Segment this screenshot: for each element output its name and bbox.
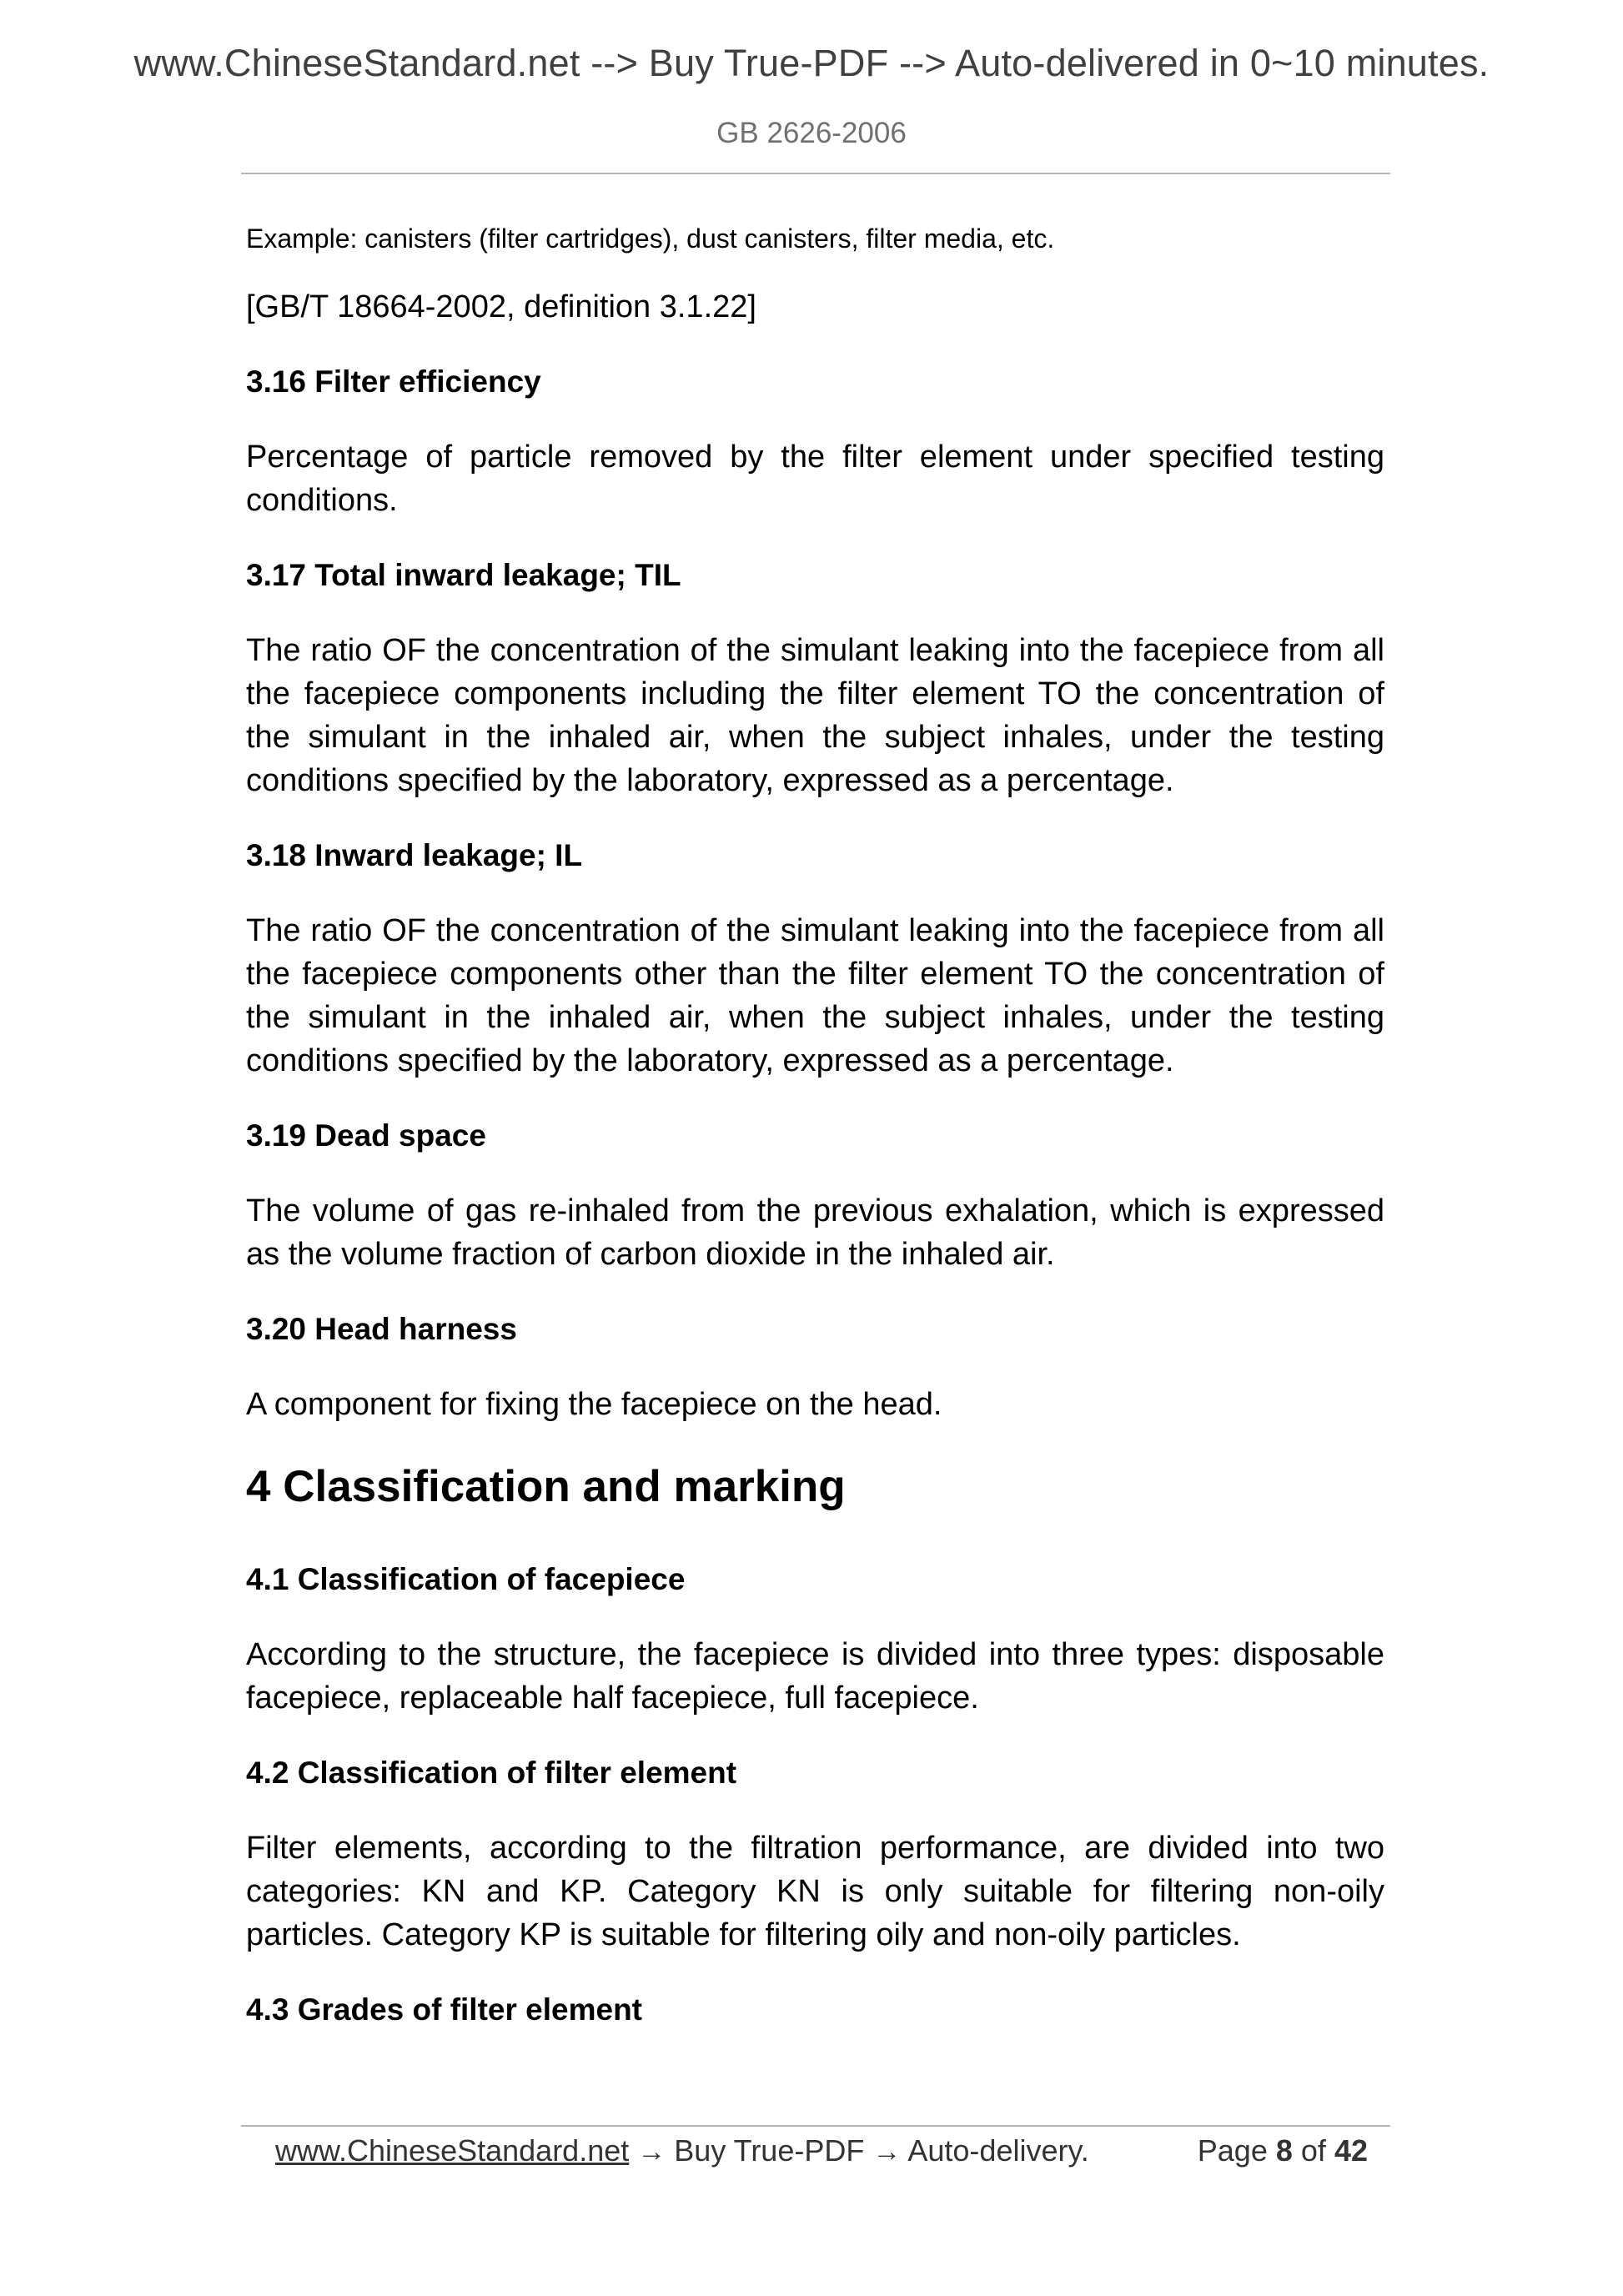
header-banner: www.ChineseStandard.net --> Buy True-PDF --> Auto-delivered in 0~10 minutes. <box>133 42 1490 84</box>
section-3-20-title: 3.20 Head harness <box>246 1312 517 1346</box>
page-footer <box>275 2133 1368 2175</box>
standard-code: GB 2626-2006 <box>716 117 907 149</box>
section-3-19-title: 3.19 Dead space <box>246 1118 486 1153</box>
header-divider <box>241 173 1390 174</box>
page-indicator <box>1198 2133 1368 2168</box>
footer-site-link[interactable]: www.ChineseStandard.net <box>275 2133 630 2168</box>
section-3-16-title: 3.16 Filter efficiency <box>246 364 541 399</box>
section-3-18-text: The ratio OF the concentration of the simulant leaking into the facepiece from all the facepiece components other than the filter element TO the concentration of the simulant in the inhaled air, when the subject inhales, under the testing conditions specified by the laboratory, expressed as a percentage. <box>246 913 1384 1078</box>
section-4-2-text: Filter elements, according to the filtration performance, are divided into two categories: KN and KP. Category KN is only suitable for filtering non-oily particles. Category KP is suitable for filtering oily and non-oily particles. <box>246 1831 1384 1952</box>
reference-citation: [GB/T 18664-2002, definition 3.1.22] <box>246 289 756 324</box>
section-3-18-title: 3.18 Inward leakage; IL <box>246 838 583 872</box>
page-label: Page <box>1197 2133 1268 2168</box>
section-3-16-text: Percentage of particle removed by the filter element under specified testing conditions. <box>246 440 1384 518</box>
footer-divider <box>241 2125 1390 2127</box>
document-body <box>246 222 1384 2063</box>
arrow-right-icon: → <box>637 2136 666 2168</box>
section-3-17-text: The ratio OF the concentration of the simulant leaking into the facepiece from all the facepiece components including the filter element TO the concentration of the simulant in the inhaled air, when the subject inhales, under the testing conditions specified by the laboratory, expressed as a percentage. <box>246 633 1384 798</box>
footer-buy-text: Buy True-PDF <box>674 2133 865 2168</box>
section-4-2-title: 4.2 Classification of filter element <box>246 1756 737 1790</box>
example-note: Example: canisters (filter cartridges), dust canisters, filter media, etc. <box>246 224 1055 254</box>
section-3-19-text: The volume of gas re-inhaled from the previous exhalation, which is expressed as the volume fraction of carbon dioxide in the inhaled air. <box>246 1193 1384 1272</box>
section-3-20-text: A component for fixing the facepiece on the head. <box>246 1387 942 1422</box>
section-4-3-title: 4.3 Grades of filter element <box>246 1992 643 2027</box>
footer-delivery-text: Auto-delivery. <box>907 2133 1089 2168</box>
arrow-right-icon: → <box>872 2136 902 2168</box>
section-4-1-title: 4.1 Classification of facepiece <box>246 1562 686 1596</box>
section-3-17-title: 3.17 Total inward leakage; TIL <box>246 558 681 592</box>
of-label: of <box>1300 2133 1326 2168</box>
page-number: 8 <box>1275 2133 1293 2168</box>
section-4-1-text: According to the structure, the facepiece is divided into three types: disposable facepiece, replaceable half facepiece, full facepiece. <box>246 1637 1384 1716</box>
chapter-4-heading: 4 Classification and marking <box>246 1462 846 1511</box>
total-pages: 42 <box>1334 2133 1368 2168</box>
